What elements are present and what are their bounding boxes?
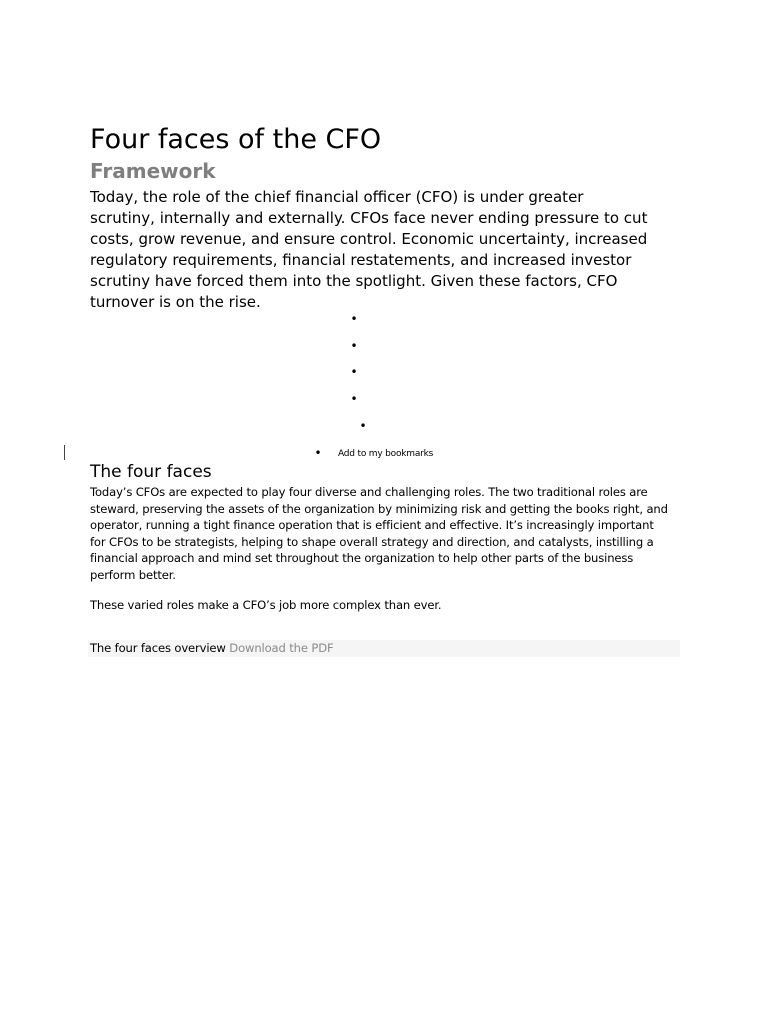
share-item-1[interactable]: • [350,312,358,326]
intro-paragraph: Today, the role of the chief financial officer (CFO) is under greater scrutiny, internally and externally. CFOs face never ending pressure to cut costs, grow revenue, and ensure control. Economic uncertainty, increased regulatory requirements, financial restatements, and increased investor scrutiny have forced them into the spotlight. Given these factors, CFO turnover is on the rise. [90,188,648,311]
section-paragraph-1: Today’s CFOs are expected to play four diverse and challenging roles. The two traditional roles are steward, preserving the assets of the organization by minimizing risk and getting the books right, and operator, running a tight finance operation that is efficient and effective. It’s increasingly important for CFOs to be strategists, helping to shape overall strategy and direction, and catalysts, instilling a financial approach and mind set throughout the organization to help other parts of the business perform better. [90,485,668,582]
page-title: Four faces of the CFO [90,124,382,155]
section-paragraph-2: These varied roles make a CFO’s job more complex than ever. [90,598,442,612]
text-cursor [64,445,65,460]
download-label: The four faces overview [90,641,226,655]
download-pdf-link[interactable]: Download the PDF [229,641,334,655]
page-subtitle: Framework [90,159,216,183]
download-bar [88,640,680,657]
add-bookmark-link[interactable]: Add to my bookmarks [338,449,434,459]
share-item-3[interactable]: • [350,365,358,379]
bullet-marker: • [314,446,322,460]
section-heading: The four faces [90,462,212,482]
share-item-5[interactable]: • [359,419,367,433]
share-item-2[interactable]: • [350,339,358,353]
share-item-4[interactable]: • [350,392,358,406]
